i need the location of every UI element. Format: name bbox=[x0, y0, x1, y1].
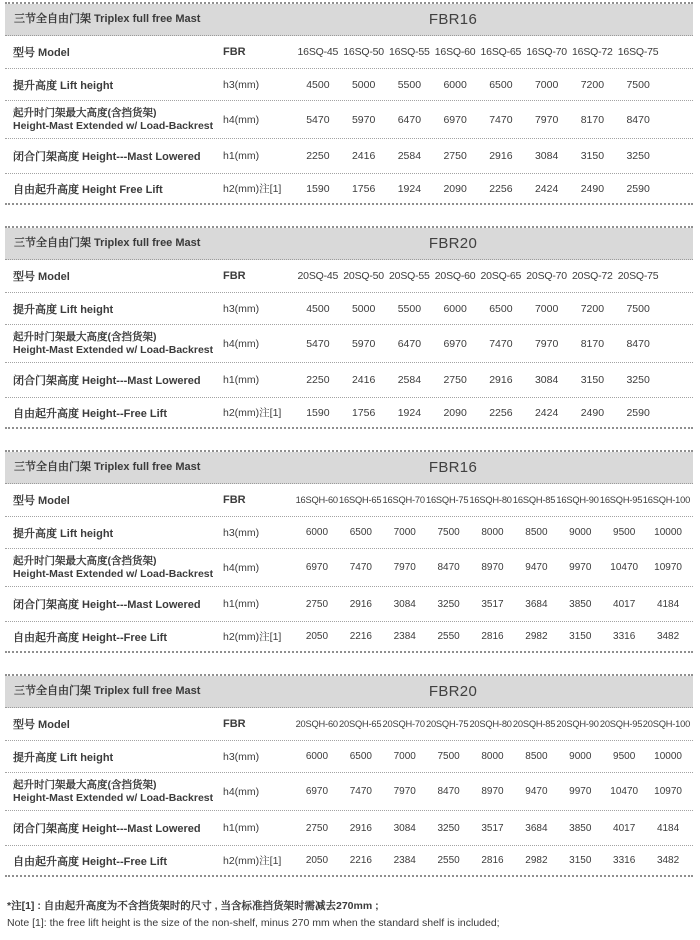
spec-value: 3084 bbox=[393, 598, 416, 610]
spec-value: 2256 bbox=[489, 406, 513, 419]
spec-value: 3850 bbox=[569, 822, 592, 834]
spec-value: 2750 bbox=[443, 150, 467, 162]
spec-value: 8470 bbox=[437, 786, 460, 797]
model-column-header: 16SQH-80 bbox=[469, 495, 512, 505]
table-title: 三节全自由门架 Triplex full free Mast bbox=[14, 685, 201, 697]
spec-value: 2550 bbox=[437, 855, 460, 866]
spec-value: 2584 bbox=[397, 374, 422, 386]
spec-value: 8470 bbox=[626, 337, 650, 350]
spec-value: 2250 bbox=[306, 150, 330, 162]
row-label-line1: 起升时门架最大高度(含挡货架) bbox=[13, 106, 157, 119]
spec-value: 1756 bbox=[351, 182, 376, 195]
table-header-band bbox=[5, 676, 693, 708]
spec-value: 5470 bbox=[306, 337, 330, 350]
spec-value: 9970 bbox=[569, 786, 592, 797]
spec-row bbox=[5, 517, 693, 549]
spec-value: 2590 bbox=[626, 406, 650, 419]
spec-row bbox=[5, 741, 693, 773]
spec-value: 2050 bbox=[305, 855, 329, 866]
spec-value: 6000 bbox=[443, 78, 467, 91]
spec-value: 3084 bbox=[534, 374, 559, 386]
spec-value: 2982 bbox=[525, 855, 548, 866]
spec-value: 1590 bbox=[306, 182, 330, 195]
spec-value: 3250 bbox=[626, 150, 650, 162]
model-row bbox=[5, 708, 693, 741]
row-label: 闭合门架高度 Height---Mast Lowered bbox=[13, 599, 201, 611]
spec-value: 2750 bbox=[305, 822, 329, 834]
model-row-param: FBR bbox=[223, 718, 246, 730]
spec-value: 6500 bbox=[349, 527, 372, 538]
table-series-name: FBR20 bbox=[428, 683, 478, 700]
spec-row bbox=[5, 69, 693, 101]
model-column-header: 20SQ-70 bbox=[526, 270, 567, 282]
model-row-param: FBR bbox=[223, 494, 246, 506]
table-series-name: FBR16 bbox=[428, 459, 478, 476]
model-column-header: 16SQH-100 bbox=[642, 495, 691, 505]
table-title: 三节全自由门架 Triplex full free Mast bbox=[14, 13, 201, 25]
spec-value: 7970 bbox=[393, 562, 416, 573]
spec-value: 9470 bbox=[525, 562, 548, 573]
spec-value: 2982 bbox=[525, 631, 548, 642]
model-column-header: 16SQ-45 bbox=[297, 46, 339, 58]
spec-value: 3482 bbox=[656, 855, 680, 866]
spec-value: 3316 bbox=[613, 855, 636, 866]
param-label: h3(mm) bbox=[223, 302, 260, 315]
param-label: h1(mm) bbox=[223, 150, 260, 162]
param-label: h4(mm) bbox=[223, 561, 260, 574]
spec-row bbox=[5, 325, 693, 363]
model-row bbox=[5, 36, 693, 69]
spec-value: 8970 bbox=[481, 562, 504, 573]
spec-value: 3084 bbox=[393, 822, 416, 834]
spec-value: 2216 bbox=[349, 855, 372, 866]
spec-row bbox=[5, 811, 693, 846]
spec-value: 3482 bbox=[656, 631, 680, 642]
spec-value: 8470 bbox=[437, 562, 460, 573]
model-column-header: 20SQH-60 bbox=[295, 719, 338, 729]
spec-value: 2916 bbox=[489, 150, 513, 162]
model-column-header: 16SQH-95 bbox=[599, 495, 643, 505]
spec-value: 9970 bbox=[569, 562, 592, 573]
spec-value: 5500 bbox=[397, 302, 422, 315]
spec-value: 10000 bbox=[654, 751, 682, 762]
spec-tables-container bbox=[5, 2, 693, 877]
model-row-param: FBR bbox=[223, 46, 246, 58]
param-label: h3(mm) bbox=[223, 78, 260, 91]
spec-value: 6970 bbox=[305, 786, 329, 797]
model-column-header: 16SQ-55 bbox=[389, 46, 430, 58]
spec-value: 2216 bbox=[349, 631, 372, 642]
spec-value: 7200 bbox=[580, 78, 605, 91]
spec-value: 3684 bbox=[525, 598, 548, 610]
spec-row bbox=[5, 101, 693, 139]
spec-value: 3084 bbox=[534, 150, 559, 162]
spec-value: 10470 bbox=[610, 786, 639, 797]
table-title: 三节全自由门架 Triplex full free Mast bbox=[14, 461, 201, 473]
spec-value: 5470 bbox=[306, 113, 330, 126]
spec-value: 5000 bbox=[351, 302, 376, 315]
spec-row bbox=[5, 174, 693, 203]
row-label: 提升高度 Lift height bbox=[13, 79, 114, 92]
spec-value: 7000 bbox=[393, 751, 416, 762]
spec-value: 4184 bbox=[656, 822, 680, 834]
spec-value: 9500 bbox=[613, 527, 636, 538]
model-column-header: 16SQH-90 bbox=[556, 495, 599, 505]
row-label: 提升高度 Lift height bbox=[13, 303, 114, 316]
row-label-line1: 起升时门架最大高度(含挡货架) bbox=[13, 554, 157, 567]
spec-value: 5970 bbox=[351, 337, 376, 350]
spec-value: 8000 bbox=[481, 527, 504, 538]
spec-row bbox=[5, 773, 693, 811]
row-label: 自由起升高度 Height--Free Lift bbox=[13, 855, 167, 868]
spec-value: 3150 bbox=[580, 374, 605, 386]
model-column-header: 20SQ-72 bbox=[572, 270, 613, 282]
spec-value: 1756 bbox=[351, 406, 376, 419]
spec-value: 2816 bbox=[481, 631, 504, 642]
row-label-line2: Height-Mast Extended w/ Load-Backrest bbox=[13, 791, 214, 804]
spec-value: 3684 bbox=[525, 822, 548, 834]
model-row bbox=[5, 260, 693, 293]
row-label bbox=[5, 331, 223, 356]
model-row-param: FBR bbox=[223, 270, 246, 282]
model-column-header: 20SQ-50 bbox=[343, 270, 384, 282]
spec-value: 2916 bbox=[489, 374, 513, 386]
spec-row bbox=[5, 139, 693, 174]
spec-table bbox=[5, 450, 693, 653]
param-label: h4(mm) bbox=[223, 785, 260, 798]
spec-value: 3850 bbox=[569, 598, 592, 610]
spec-table bbox=[5, 674, 693, 877]
model-column-header: 16SQ-65 bbox=[480, 46, 522, 58]
spec-value: 6500 bbox=[489, 302, 513, 315]
spec-value: 6970 bbox=[443, 337, 467, 350]
param-label: h2(mm)注[1] bbox=[223, 407, 282, 419]
spec-value: 3250 bbox=[437, 822, 460, 834]
spec-value: 2050 bbox=[305, 631, 329, 642]
spec-value: 7200 bbox=[580, 302, 605, 315]
spec-value: 10470 bbox=[610, 562, 639, 573]
spec-value: 4500 bbox=[306, 78, 330, 91]
spec-value: 9000 bbox=[569, 751, 592, 762]
model-column-header: 16SQ-75 bbox=[617, 46, 659, 58]
model-row-label: 型号 Model bbox=[13, 495, 70, 507]
spec-value: 7000 bbox=[534, 78, 559, 91]
spec-value: 7470 bbox=[489, 337, 513, 350]
footnote-zh: *注[1] : 自由起升高度为不含挡货架时的尺寸 , 当含标准挡货架时需减去270mm ; bbox=[7, 900, 379, 912]
model-column-header: 16SQ-50 bbox=[343, 46, 384, 58]
spec-value: 6500 bbox=[349, 751, 372, 762]
spec-value: 2816 bbox=[481, 855, 504, 866]
spec-value: 8500 bbox=[525, 751, 548, 762]
spec-value: 2424 bbox=[534, 182, 559, 195]
spec-row bbox=[5, 549, 693, 587]
spec-value: 7000 bbox=[534, 302, 559, 315]
spec-value: 2750 bbox=[443, 374, 467, 386]
spec-value: 2384 bbox=[393, 855, 416, 866]
model-row-label: 型号 Model bbox=[13, 719, 70, 731]
spec-value: 7970 bbox=[534, 337, 559, 350]
spec-value: 7500 bbox=[437, 527, 460, 538]
footnote-en: Note [1]: the free lift height is the size of the non-shelf, minus 270 mm when the standard shelf is included; bbox=[7, 917, 500, 929]
spec-value: 3517 bbox=[481, 598, 504, 610]
model-column-header: 16SQH-65 bbox=[339, 495, 382, 505]
spec-value: 1590 bbox=[306, 406, 330, 419]
spec-value: 3517 bbox=[481, 822, 504, 834]
table-header-band bbox=[5, 4, 693, 36]
spec-value: 8000 bbox=[481, 751, 504, 762]
model-row bbox=[5, 484, 693, 517]
spec-row bbox=[5, 363, 693, 398]
spec-value: 2090 bbox=[443, 406, 467, 419]
spec-row bbox=[5, 398, 693, 427]
spec-table bbox=[5, 226, 693, 429]
row-label: 闭合门架高度 Height---Mast Lowered bbox=[13, 823, 201, 835]
model-column-header: 20SQH-70 bbox=[382, 719, 425, 729]
spec-value: 6470 bbox=[397, 113, 422, 126]
spec-value: 6000 bbox=[305, 751, 329, 762]
spec-value: 2416 bbox=[351, 150, 376, 162]
spec-value: 7470 bbox=[349, 562, 372, 573]
spec-value: 5500 bbox=[397, 78, 422, 91]
param-label: h2(mm)注[1] bbox=[223, 631, 282, 643]
model-column-header: 20SQH-65 bbox=[339, 719, 382, 729]
footnotes bbox=[5, 898, 693, 929]
row-label: 自由起升高度 Height Free Lift bbox=[13, 183, 163, 196]
param-label: h2(mm)注[1] bbox=[223, 183, 282, 195]
spec-row bbox=[5, 622, 693, 651]
model-column-header: 16SQ-60 bbox=[434, 46, 476, 58]
spec-value: 7500 bbox=[626, 302, 650, 315]
spec-value: 2584 bbox=[397, 150, 422, 162]
row-label: 闭合门架高度 Height---Mast Lowered bbox=[13, 151, 201, 163]
model-column-header: 20SQH-90 bbox=[556, 719, 599, 729]
spec-value: 4500 bbox=[306, 302, 330, 315]
model-column-header: 16SQ-72 bbox=[572, 46, 613, 58]
spec-value: 6970 bbox=[305, 562, 329, 573]
model-column-header: 16SQH-75 bbox=[425, 495, 469, 505]
spec-value: 7500 bbox=[626, 78, 650, 91]
spec-value: 2550 bbox=[437, 631, 460, 642]
spec-value: 10000 bbox=[654, 527, 682, 538]
row-label: 提升高度 Lift height bbox=[13, 751, 114, 764]
spec-value: 7500 bbox=[437, 751, 460, 762]
param-label: h3(mm) bbox=[223, 526, 260, 539]
row-label bbox=[5, 107, 223, 132]
spec-table bbox=[5, 2, 693, 205]
spec-value: 4017 bbox=[613, 822, 636, 834]
spec-value: 2250 bbox=[306, 374, 330, 386]
spec-value: 9470 bbox=[525, 786, 548, 797]
spec-value: 7970 bbox=[393, 786, 416, 797]
row-label: 自由起升高度 Height--Free Lift bbox=[13, 631, 167, 644]
spec-value: 5970 bbox=[351, 113, 376, 126]
spec-value: 4017 bbox=[613, 598, 636, 610]
spec-value: 7000 bbox=[393, 527, 416, 538]
param-label: h2(mm)注[1] bbox=[223, 855, 282, 867]
spec-value: 3150 bbox=[569, 631, 592, 642]
spec-value: 3150 bbox=[580, 150, 605, 162]
spec-value: 1924 bbox=[397, 182, 422, 195]
model-column-header: 20SQH-75 bbox=[425, 719, 469, 729]
model-column-header: 20SQ-75 bbox=[617, 270, 659, 282]
param-label: h3(mm) bbox=[223, 750, 260, 763]
spec-value: 3250 bbox=[626, 374, 650, 386]
model-column-header: 16SQ-70 bbox=[526, 46, 567, 58]
spec-value: 4184 bbox=[656, 598, 680, 610]
spec-value: 5000 bbox=[351, 78, 376, 91]
param-label: h4(mm) bbox=[223, 113, 260, 126]
spec-value: 2256 bbox=[489, 182, 513, 195]
spec-value: 2590 bbox=[626, 182, 650, 195]
spec-value: 7470 bbox=[489, 113, 513, 126]
row-label: 闭合门架高度 Height---Mast Lowered bbox=[13, 375, 201, 387]
model-row-label: 型号 Model bbox=[13, 271, 70, 283]
table-series-name: FBR20 bbox=[428, 235, 478, 252]
spec-value: 8170 bbox=[580, 337, 605, 350]
spec-value: 9000 bbox=[569, 527, 592, 538]
row-label: 提升高度 Lift height bbox=[13, 527, 114, 540]
spec-value: 2916 bbox=[349, 598, 372, 610]
model-column-header: 20SQH-80 bbox=[469, 719, 512, 729]
spec-value: 2090 bbox=[443, 182, 467, 195]
model-row-label: 型号 Model bbox=[13, 47, 70, 59]
spec-value: 8170 bbox=[580, 113, 605, 126]
param-label: h1(mm) bbox=[223, 598, 260, 610]
model-column-header: 20SQ-45 bbox=[297, 270, 339, 282]
model-column-header: 20SQH-85 bbox=[512, 719, 556, 729]
spec-value: 3150 bbox=[569, 855, 592, 866]
table-series-name: FBR16 bbox=[428, 11, 478, 28]
model-column-header: 20SQ-60 bbox=[434, 270, 476, 282]
spec-value: 6000 bbox=[443, 302, 467, 315]
row-label bbox=[5, 555, 223, 580]
spec-value: 10970 bbox=[654, 562, 682, 573]
spec-value: 6000 bbox=[305, 527, 329, 538]
row-label-line1: 起升时门架最大高度(含挡货架) bbox=[13, 330, 157, 343]
row-label bbox=[5, 779, 223, 804]
param-label: h1(mm) bbox=[223, 822, 260, 834]
spec-value: 2416 bbox=[351, 374, 376, 386]
spec-row bbox=[5, 846, 693, 875]
spec-value: 7970 bbox=[534, 113, 559, 126]
spec-value: 2424 bbox=[534, 406, 559, 419]
model-column-header: 20SQ-65 bbox=[480, 270, 522, 282]
spec-value: 1924 bbox=[397, 406, 422, 419]
row-label-line2: Height-Mast Extended w/ Load-Backrest bbox=[13, 119, 214, 132]
model-column-header: 20SQH-100 bbox=[642, 719, 691, 729]
spec-row bbox=[5, 293, 693, 325]
spec-value: 8470 bbox=[626, 113, 650, 126]
table-header-band bbox=[5, 228, 693, 260]
model-column-header: 16SQH-60 bbox=[295, 495, 338, 505]
spec-value: 8500 bbox=[525, 527, 548, 538]
spec-value: 7470 bbox=[349, 786, 372, 797]
param-label: h1(mm) bbox=[223, 374, 260, 386]
spec-value: 8970 bbox=[481, 786, 504, 797]
model-column-header: 20SQ-55 bbox=[389, 270, 430, 282]
spec-value: 2490 bbox=[580, 182, 605, 195]
spec-value: 6970 bbox=[443, 113, 467, 126]
spec-value: 9500 bbox=[613, 751, 636, 762]
spec-value: 6500 bbox=[489, 78, 513, 91]
spec-value: 2750 bbox=[305, 598, 329, 610]
spec-value: 2490 bbox=[580, 406, 605, 419]
spec-value: 3316 bbox=[613, 631, 636, 642]
row-label: 自由起升高度 Height--Free Lift bbox=[13, 407, 167, 420]
spec-row bbox=[5, 587, 693, 622]
model-column-header: 16SQH-85 bbox=[512, 495, 556, 505]
table-title: 三节全自由门架 Triplex full free Mast bbox=[14, 237, 201, 249]
spec-value: 2916 bbox=[349, 822, 372, 834]
spec-value: 3250 bbox=[437, 598, 460, 610]
row-label-line1: 起升时门架最大高度(含挡货架) bbox=[13, 778, 157, 791]
spec-value: 6470 bbox=[397, 337, 422, 350]
row-label-line2: Height-Mast Extended w/ Load-Backrest bbox=[13, 343, 214, 356]
table-header-band bbox=[5, 452, 693, 484]
model-column-header: 20SQH-95 bbox=[599, 719, 643, 729]
spec-value: 2384 bbox=[393, 631, 416, 642]
spec-value: 10970 bbox=[654, 786, 682, 797]
row-label-line2: Height-Mast Extended w/ Load-Backrest bbox=[13, 567, 214, 580]
model-column-header: 16SQH-70 bbox=[382, 495, 425, 505]
param-label: h4(mm) bbox=[223, 337, 260, 350]
